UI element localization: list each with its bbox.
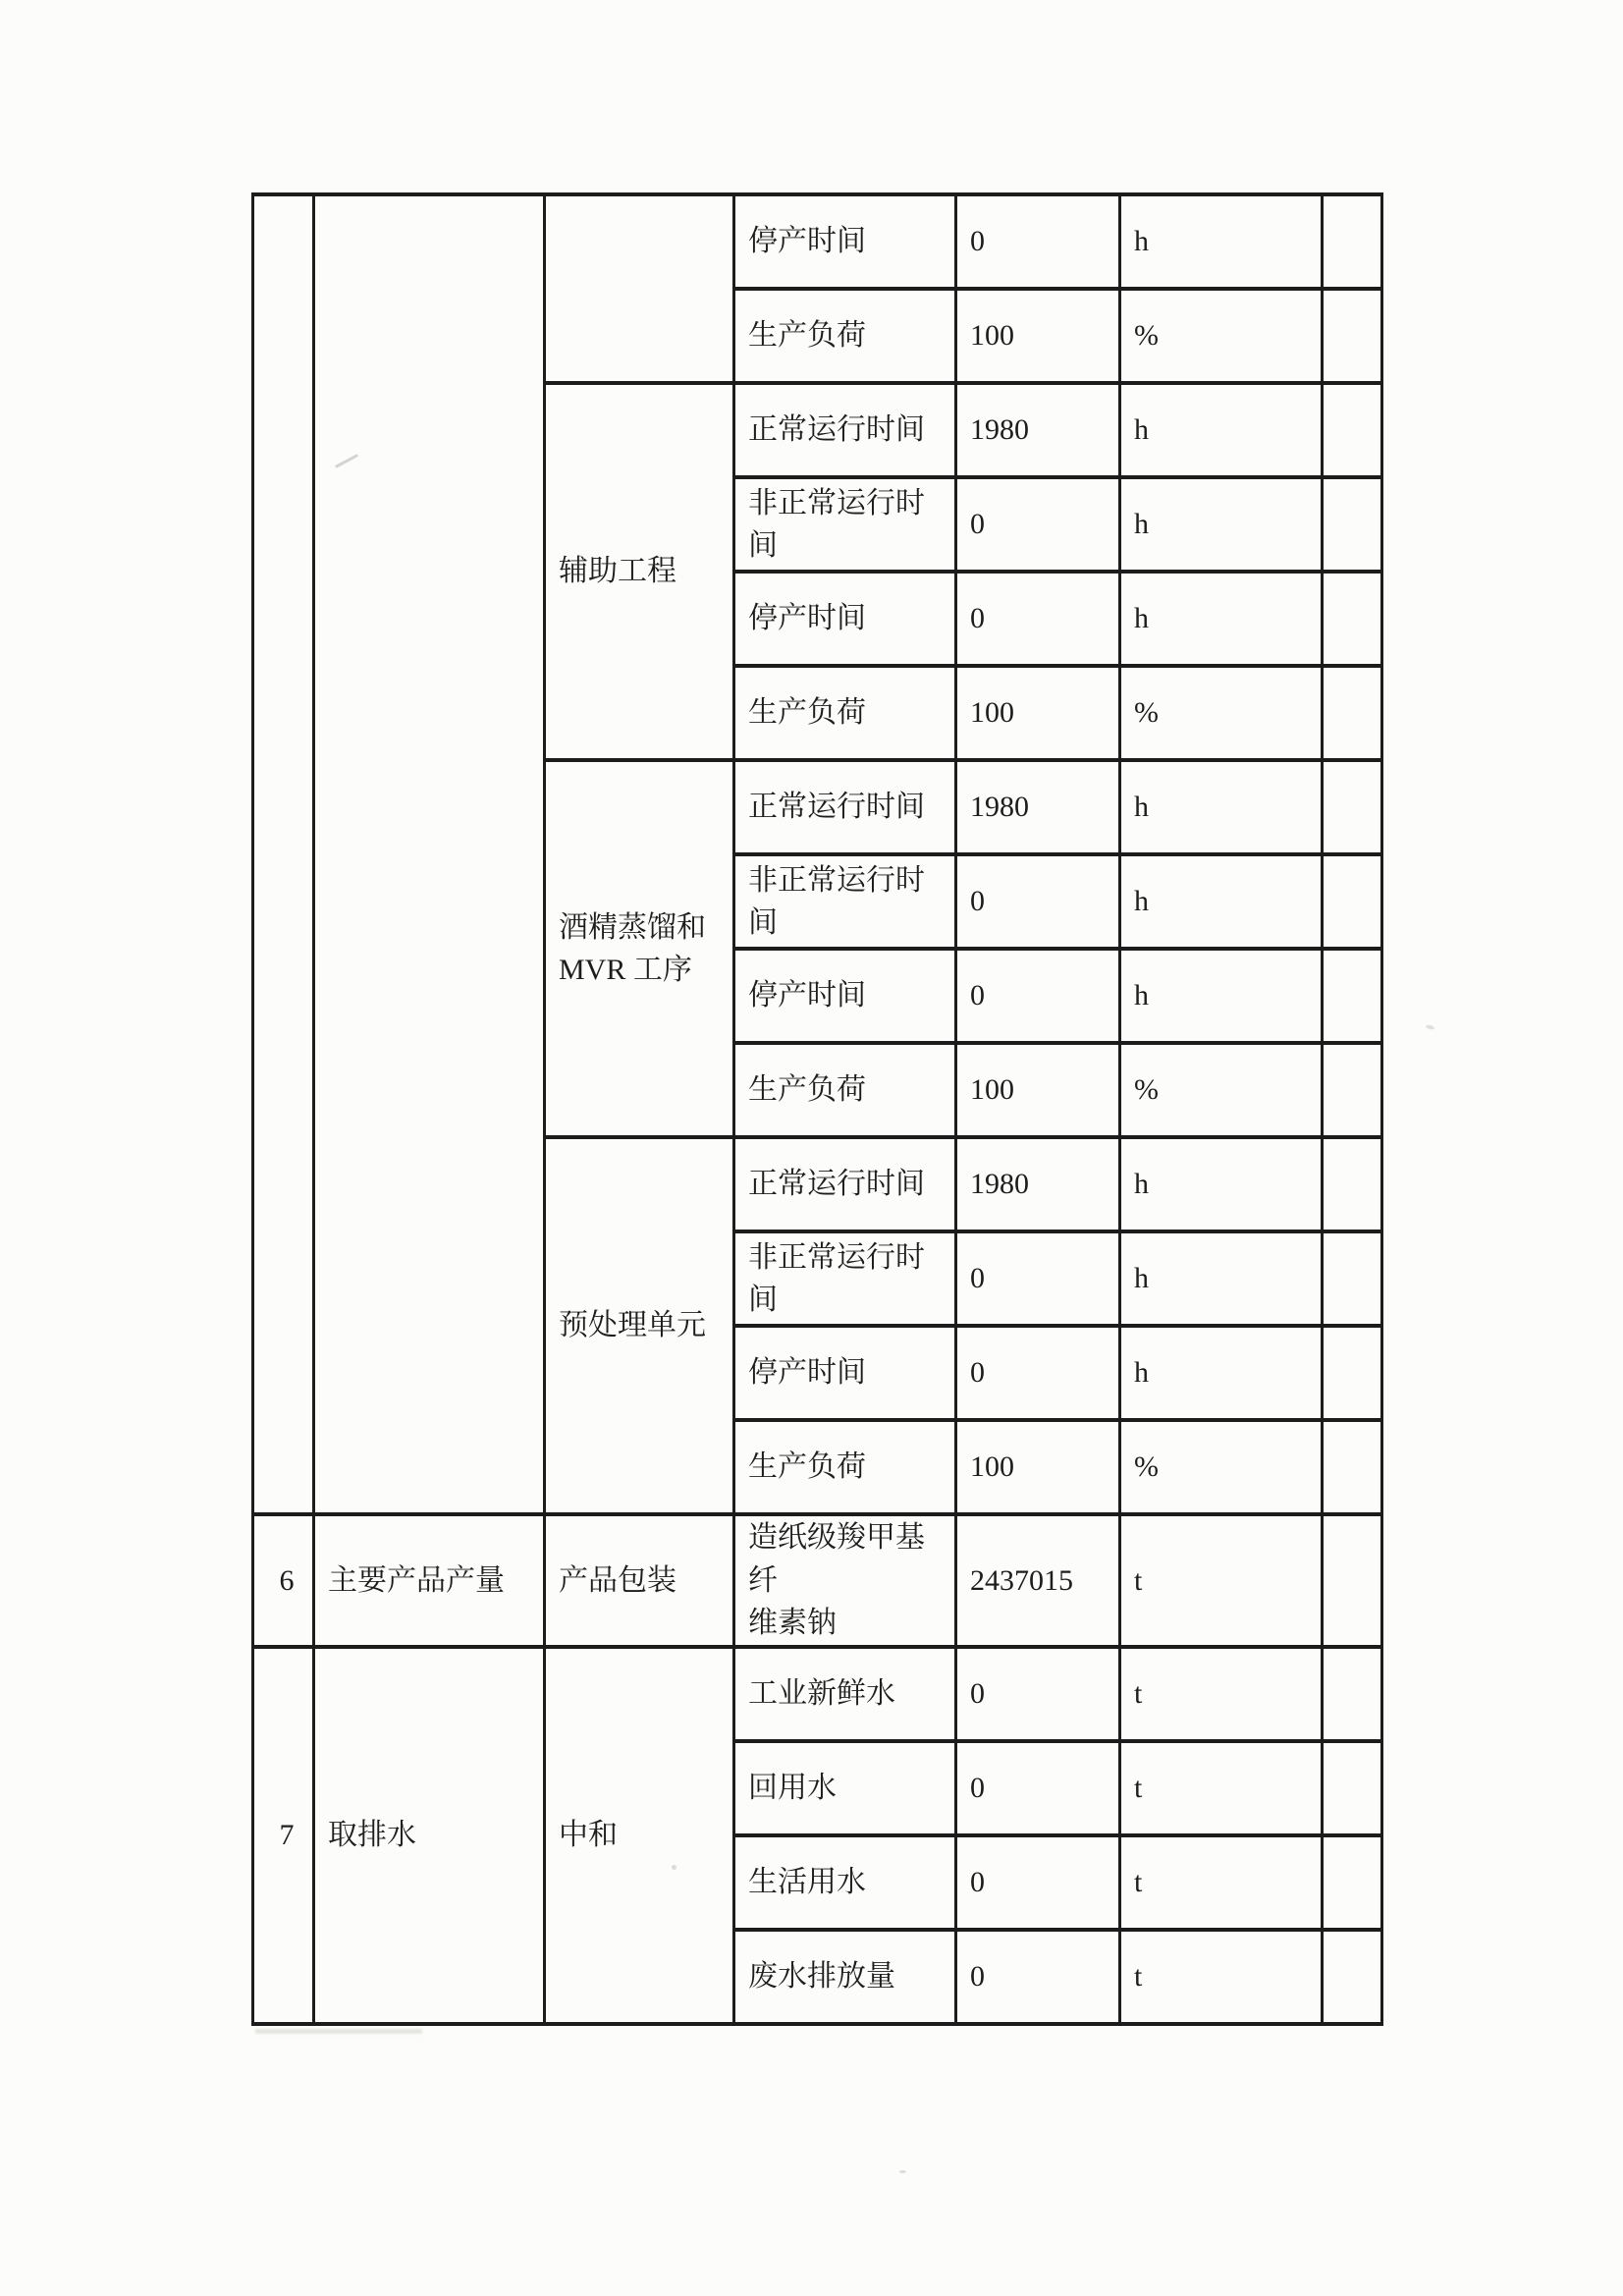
- unit-cell: h: [1120, 477, 1323, 572]
- item-cell: 生产负荷: [734, 666, 956, 760]
- group-cell: 辅助工程: [545, 383, 734, 760]
- remark-cell: [1323, 949, 1382, 1043]
- item-line: 维素钠: [748, 1607, 837, 1639]
- remark-cell: [1323, 289, 1382, 383]
- item-cell: 生产负荷: [734, 289, 956, 383]
- table-body: [253, 194, 1382, 2024]
- item-cell: [734, 1514, 956, 1647]
- unit-cell: t: [1120, 1514, 1323, 1647]
- remark-cell: [1323, 572, 1382, 666]
- value-cell: 0: [956, 1835, 1120, 1930]
- unit-cell: h: [1120, 194, 1323, 289]
- value-cell: 100: [956, 1420, 1120, 1514]
- value-cell: 0: [956, 1231, 1120, 1326]
- value-cell: 100: [956, 289, 1120, 383]
- unit-cell: h: [1120, 1137, 1323, 1231]
- item-cell: 正常运行时间: [734, 760, 956, 854]
- item-cell: 生活用水: [734, 1835, 956, 1930]
- remark-cell: [1323, 1231, 1382, 1326]
- remark-cell: [1323, 1647, 1382, 1741]
- unit-cell: h: [1120, 572, 1323, 666]
- item-line: 造纸级羧甲基纤: [748, 1521, 925, 1597]
- row-index-cell: 6: [253, 1514, 314, 1647]
- value-cell: 0: [956, 949, 1120, 1043]
- remark-cell: [1323, 477, 1382, 572]
- value-cell: 1980: [956, 760, 1120, 854]
- unit-cell: %: [1120, 666, 1323, 760]
- item-cell: 停产时间: [734, 949, 956, 1043]
- unit-cell: t: [1120, 1741, 1323, 1835]
- value-cell: 1980: [956, 1137, 1120, 1231]
- item-cell: 非正常运行时间: [734, 854, 956, 949]
- unit-cell: h: [1120, 1231, 1323, 1326]
- category-cell: 主要产品产量: [314, 1514, 545, 1647]
- value-cell: 2437015: [956, 1514, 1120, 1647]
- item-cell: 生产负荷: [734, 1420, 956, 1514]
- group-label-line: MVR 工序: [559, 954, 692, 986]
- item-cell: 停产时间: [734, 194, 956, 289]
- remark-cell: [1323, 1835, 1382, 1930]
- group-cell: 产品包装: [545, 1514, 734, 1647]
- row-index-cell: 7: [253, 1647, 314, 2024]
- item-cell: 非正常运行时间: [734, 1231, 956, 1326]
- unit-cell: h: [1120, 760, 1323, 854]
- category-cell: [314, 194, 545, 1514]
- production-operation-table: [251, 192, 1383, 2026]
- table-row: [253, 194, 1382, 289]
- remark-cell: [1323, 666, 1382, 760]
- item-cell: 非正常运行时间: [734, 477, 956, 572]
- scan-artifact: [899, 2170, 906, 2173]
- value-cell: 1980: [956, 383, 1120, 477]
- value-cell: 100: [956, 1043, 1120, 1137]
- remark-cell: [1323, 1741, 1382, 1835]
- group-cell: 中和: [545, 1647, 734, 2024]
- remark-cell: [1323, 1514, 1382, 1647]
- value-cell: 0: [956, 572, 1120, 666]
- remark-cell: [1323, 1043, 1382, 1137]
- remark-cell: [1323, 383, 1382, 477]
- remark-cell: [1323, 194, 1382, 289]
- unit-cell: %: [1120, 1043, 1323, 1137]
- table-row: [253, 1647, 1382, 1741]
- value-cell: 0: [956, 854, 1120, 949]
- unit-cell: %: [1120, 289, 1323, 383]
- item-cell: 正常运行时间: [734, 383, 956, 477]
- value-cell: 0: [956, 477, 1120, 572]
- category-cell: 取排水: [314, 1647, 545, 2024]
- value-cell: 0: [956, 194, 1120, 289]
- scan-artifact: [1426, 1024, 1435, 1030]
- remark-cell: [1323, 854, 1382, 949]
- value-cell: 0: [956, 1647, 1120, 1741]
- unit-cell: h: [1120, 1326, 1323, 1420]
- remark-cell: [1323, 1137, 1382, 1231]
- scan-artifact: [255, 2029, 422, 2034]
- item-cell: 正常运行时间: [734, 1137, 956, 1231]
- group-cell: 预处理单元: [545, 1137, 734, 1514]
- item-cell: 废水排放量: [734, 1930, 956, 2024]
- remark-cell: [1323, 1420, 1382, 1514]
- value-cell: 100: [956, 666, 1120, 760]
- group-cell: [545, 194, 734, 383]
- item-cell: 停产时间: [734, 1326, 956, 1420]
- item-cell: 工业新鲜水: [734, 1647, 956, 1741]
- item-cell: 停产时间: [734, 572, 956, 666]
- value-cell: 0: [956, 1326, 1120, 1420]
- table-row: [253, 1514, 1382, 1647]
- unit-cell: h: [1120, 949, 1323, 1043]
- unit-cell: t: [1120, 1647, 1323, 1741]
- remark-cell: [1323, 1326, 1382, 1420]
- group-cell: [545, 760, 734, 1137]
- value-cell: 0: [956, 1930, 1120, 2024]
- item-cell: 生产负荷: [734, 1043, 956, 1137]
- group-label-line: 酒精蒸馏和: [559, 910, 706, 944]
- item-cell: 回用水: [734, 1741, 956, 1835]
- unit-cell: t: [1120, 1835, 1323, 1930]
- value-cell: 0: [956, 1741, 1120, 1835]
- unit-cell: t: [1120, 1930, 1323, 2024]
- unit-cell: h: [1120, 854, 1323, 949]
- row-index-cell: [253, 194, 314, 1514]
- unit-cell: h: [1120, 383, 1323, 477]
- remark-cell: [1323, 760, 1382, 854]
- remark-cell: [1323, 1930, 1382, 2024]
- unit-cell: %: [1120, 1420, 1323, 1514]
